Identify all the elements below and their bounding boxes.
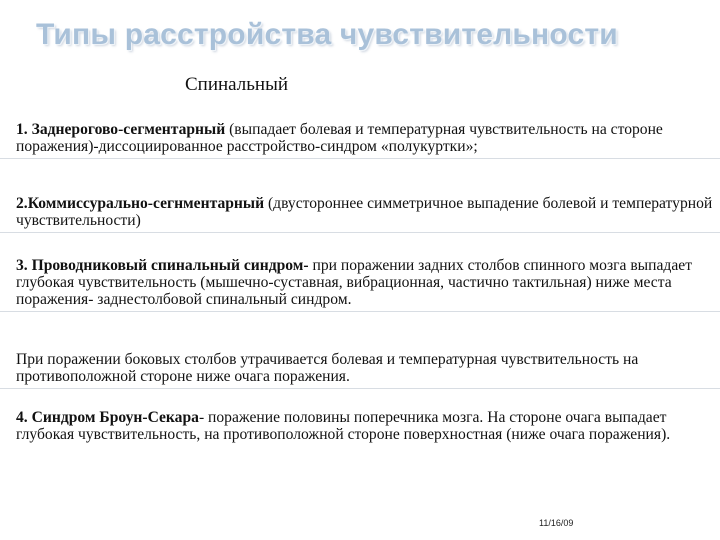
paragraph-text: - поражение половины поперечника мозга. На стороне очага выпадает глубокая чувствительность, на противоположной стороне поверхностная (ниже очага поражения). <box>16 409 671 443</box>
paragraph-brown-sequard <box>0 409 720 446</box>
paragraph-heading: 1. Заднерогово-сегментарный <box>16 121 226 138</box>
paragraph-text: При поражении боковых столбов утрачивается болевая и температурная чувствительность на противоположной стороне ниже очага поражения. <box>16 351 639 385</box>
paragraph-heading: 3. Проводниковый спинальный синдром- <box>16 257 309 274</box>
slide-subtitle: Спинальный <box>185 74 289 95</box>
paragraph-text: (выпадает болевая и температурная чувствительность на стороне поражения)-диссоциированное расстройство-синдром «полукуртки»; <box>16 121 663 155</box>
paragraph-text: (двустороннее симметричное выпадение болевой и температурной чувствительности) <box>16 195 713 229</box>
paragraph-posterior-horn-segmental <box>0 121 720 159</box>
paragraph-text: при поражении задних столбов спинного мозга выпадает глубокая чувствительность (мышечно-суставная, вибрационная, частично тактильная) ниже места поражения- заднестолбовой спинальный синдром. <box>16 257 693 308</box>
paragraph-heading: 2.Коммиссурально-сегнментарный <box>16 195 265 212</box>
paragraph-commissural-segmental <box>0 195 720 233</box>
paragraph-lateral-columns <box>0 351 720 389</box>
paragraph-conductive-spinal <box>0 257 720 312</box>
slide-title: Типы расстройства чувствительности <box>36 18 618 51</box>
slide-date: 11/16/09 <box>539 518 574 528</box>
content-area <box>0 121 720 501</box>
paragraph-heading: 4. Синдром Броун-Секара <box>16 409 199 426</box>
